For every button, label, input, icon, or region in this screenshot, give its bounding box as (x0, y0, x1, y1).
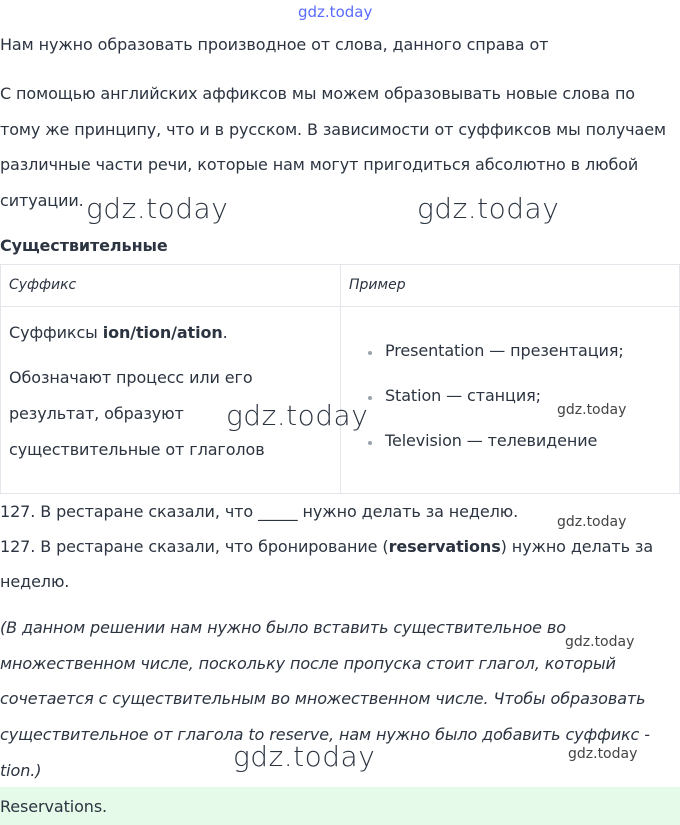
answer-box (0, 787, 680, 825)
explanation-line-3: сочетается с существительным во множественном числе. Чтобы образовать (0, 689, 646, 708)
suffix-end: . (222, 323, 228, 342)
paragraph-line-4: ситуации. (0, 191, 84, 210)
paragraph-line-2: тому же принципу, что и в русском. В зависимости от суффиксов мы получаем (0, 120, 666, 139)
table-column-divider (340, 265, 341, 493)
answer-text: Reservations. (0, 797, 108, 816)
table-desc-line-1: Обозначают процесс или его (9, 368, 253, 387)
watermark-large-3: gdz.today (226, 399, 369, 432)
example-item-1: Presentation — презентация; (385, 341, 624, 360)
solution-prefix: 127. В рестаране сказали, что бронирование ( (0, 537, 389, 556)
table-desc-line-2: результат, образуют (9, 404, 184, 423)
watermark-small-2: gdz.today (557, 514, 627, 530)
paragraph-line-3: различные части речи, которые нам могут пригодиться абсолютно в любой (0, 155, 639, 174)
watermark-small-3: gdz.today (565, 634, 635, 650)
suffix-bold: ion/tion/ation (102, 323, 223, 342)
suffix-prefix: Суффиксы (9, 323, 103, 342)
example-item-2: Station — станция; (385, 386, 541, 405)
bullet-icon (368, 351, 372, 355)
watermark-top: gdz.today (298, 3, 373, 21)
table-header-divider (1, 306, 679, 307)
table-suffix-cell (9, 323, 228, 342)
solution-answer-word: reservations (388, 537, 501, 556)
example-item-3: Television — телевидение (385, 431, 598, 450)
explanation-line-5: tion.) (0, 761, 42, 780)
paragraph-line-1: С помощью английских аффиксов мы можем образовывать новые слова по (0, 84, 635, 103)
bullet-icon (368, 396, 372, 400)
explanation-line-1: (В данном решении нам нужно было вставить существительное во (0, 618, 566, 637)
suffix-table (0, 264, 680, 494)
bullet-icon (368, 441, 372, 445)
solution-suffix: ) нужно делать за (500, 537, 654, 556)
watermark-large-2: gdz.today (417, 192, 560, 225)
watermark-large-1: gdz.today (86, 192, 229, 225)
solution-line-1 (0, 537, 653, 556)
intro-text: Нам нужно образовать производное от слова, данного справа от (0, 35, 549, 54)
watermark-large-4: gdz.today (233, 740, 376, 773)
explanation-line-2: множественном числе, поскольку после пропуска стоит глагол, который (0, 654, 616, 673)
explanation-line-4: существительное от глагола to reserve, нам нужно было добавить суффикс - (0, 725, 650, 744)
solution-line-2: неделю. (0, 572, 70, 591)
table-desc-line-3: существительные от глаголов (9, 440, 265, 459)
section-heading: Существительные (0, 236, 168, 255)
table-header-suffix: Суффикс (9, 277, 77, 293)
watermark-small-4: gdz.today (568, 746, 638, 762)
watermark-small-1: gdz.today (557, 402, 627, 418)
task-text: 127. В рестаране сказали, что _____ нужно делать за неделю. (0, 502, 519, 521)
table-header-example: Пример (349, 277, 406, 293)
